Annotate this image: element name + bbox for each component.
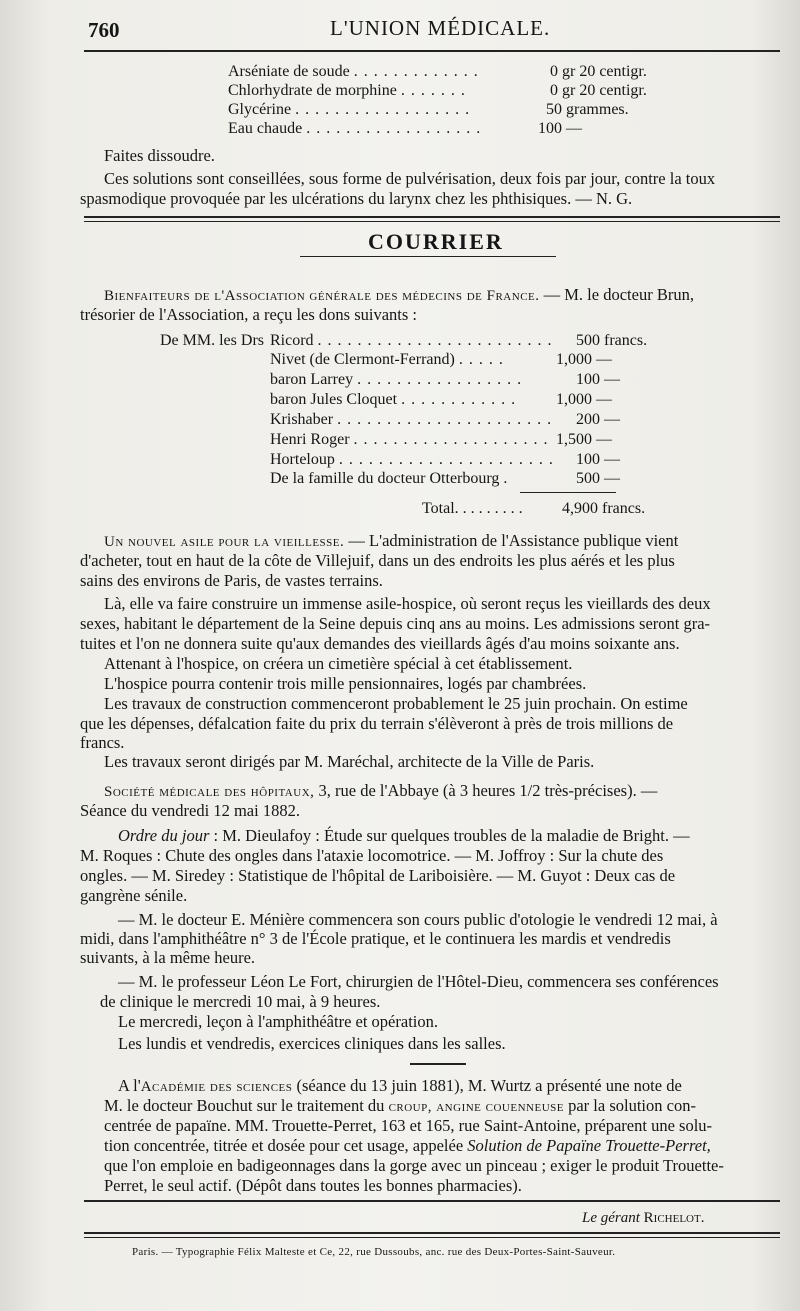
section-rule: [84, 221, 780, 222]
donor-amount: 500 francs.: [576, 332, 648, 349]
paragraph-line: que les dépenses, défalcation faite du prix du terrain s'élèveront à près de trois millions de: [80, 714, 674, 733]
paragraph-line: que l'on emploie en badigeonnages dans la gorge avec un pinceau ; exiger le produit Trouette-: [104, 1156, 724, 1175]
page-number: 760: [88, 18, 120, 42]
paragraph-line: Les travaux seront dirigés par M. Maréchal, architecte de la Ville de Paris.: [104, 752, 595, 771]
donor-amount: 1,500 —: [556, 431, 612, 448]
donor-row: De la famille du docteur Otterbourg .: [270, 470, 509, 487]
paragraph-line: Ordre du jour : M. Dieulafoy : Étude sur quelques troubles de la maladie de Bright. —: [118, 826, 690, 845]
paragraph-line: Le mercredi, leçon à l'amphithéâtre et opération.: [118, 1012, 438, 1031]
section-rule: [84, 216, 780, 218]
donor-row: Nivet (de Clermont-Ferrand) . . . . .: [270, 351, 504, 368]
paragraph-line: sains des environs de Paris, de vastes terrains.: [80, 571, 383, 590]
title-underline: [300, 256, 556, 257]
paragraph-line: — M. le professeur Léon Le Fort, chirurgien de l'Hôtel-Dieu, commencera ses conférences: [118, 972, 719, 991]
paragraph-line: sexes, habitant le département de la Seine depuis cinq ans au moins. Les admissions seront gra-: [80, 614, 711, 633]
formula-item: Arséniate de soude . . . . . . . . . . . . .: [228, 63, 479, 80]
total-rule: [520, 492, 616, 493]
formula-item: Eau chaude . . . . . . . . . . . . . . . . . .: [228, 120, 482, 137]
bottom-rule: [84, 1200, 780, 1202]
paragraph-line: Les travaux de construction commenceront probablement le 25 juin prochain. On estime: [104, 694, 688, 713]
paragraph-line: Bienfaiteurs de l'Association générale des médecins de France. — M. le docteur Brun,: [104, 285, 694, 304]
formula-item: Chlorhydrate de morphine . . . . . . .: [228, 82, 466, 99]
bottom-rule: [84, 1237, 780, 1238]
faites-dissoudre: Faites dissoudre.: [104, 146, 215, 165]
paragraph-line: tion concentrée, titrée et dosée pour cet usage, appelée Solution de Papaïne Trouette-Perret,: [104, 1136, 711, 1155]
donor-row: Horteloup . . . . . . . . . . . . . . . . . . . . . .: [270, 451, 554, 468]
donor-row: Henri Roger . . . . . . . . . . . . . . . . . . . .: [270, 431, 549, 448]
paragraph-line: Là, elle va faire construire un immense asile-hospice, où seront reçus les vieillards des deux: [104, 594, 711, 613]
donor-row: Krishaber . . . . . . . . . . . . . . . . . . . . . .: [270, 411, 553, 428]
paragraph-line: trésorier de l'Association, a reçu les dons suivants :: [80, 305, 418, 324]
paragraph-line: spasmodique provoquée par les ulcérations du larynx chez les phthisiques. — N. G.: [80, 189, 633, 208]
paragraph-line: centrée de papaïne. MM. Trouette-Perret, 163 et 165, rue Saint-Antoine, préparent une solu-: [104, 1116, 713, 1135]
donor-amount: 100 —: [576, 371, 620, 388]
paragraph-line: Attenant à l'hospice, on créera un cimetière spécial à cet établissement.: [104, 654, 573, 673]
section-title: COURRIER: [368, 229, 504, 254]
signature: Le gérant Richelot.: [582, 1210, 705, 1226]
header-rule: [84, 50, 780, 52]
formula-item: Glycérine . . . . . . . . . . . . . . . . . .: [228, 101, 471, 118]
paragraph-line: L'hospice pourra contenir trois mille pensionnaires, logés par chambrées.: [104, 674, 587, 693]
paragraph-line: d'acheter, tout en haut de la côte de Villejuif, dans un des endroits les plus aérés et les plus: [80, 551, 675, 570]
paragraph-line: M. Roques : Chute des ongles dans l'ataxie locomotrice. — M. Joffroy : Sur la chute des: [80, 846, 664, 865]
paragraph-line: ongles. — M. Siredey : Statistique de l'hôpital de Lariboisière. — M. Guyot : Deux cas de: [80, 866, 676, 885]
formula-value: 0 gr 20 centigr.: [550, 63, 647, 80]
paragraph-line: tuites et l'on ne donnera suite qu'aux demandes des vieillards âgés d'au moins soixante ans.: [80, 634, 680, 653]
donor-row: Ricord . . . . . . . . . . . . . . . . . . . . . . . .: [270, 332, 553, 349]
paragraph-line: — M. le docteur E. Ménière commencera son cours public d'otologie le vendredi 12 mai, à: [118, 910, 718, 929]
paragraph-line: Société médicale des hôpitaux, 3, rue de l'Abbaye (à 3 heures 1/2 très-précises). —: [104, 781, 658, 800]
total-value: 4,900 francs.: [562, 500, 646, 517]
paragraph-line: Un nouvel asile pour la vieillesse. — L'administration de l'Assistance publique vient: [104, 531, 679, 550]
paragraph-line: Ces solutions sont conseillées, sous forme de pulvérisation, deux fois par jour, contre la toux: [104, 169, 716, 188]
printer-footer: Paris. — Typographie Félix Malteste et Ce, 22, rue Dussoubs, anc. rue des Deux-Portes-Saint-Sauveur.: [132, 1246, 616, 1258]
total-label: Total. . . . . . . . .: [422, 500, 523, 517]
donor-row: baron Larrey . . . . . . . . . . . . . . . . .: [270, 371, 523, 388]
paragraph-line: Perret, le seul actif. (Dépôt dans toutes les bonnes pharmacies).: [104, 1176, 522, 1195]
journal-title: L'UNION MÉDICALE.: [330, 16, 551, 40]
donor-amount: 1,000 —: [556, 391, 612, 408]
formula-value: 0 gr 20 centigr.: [550, 82, 647, 99]
paragraph-line: midi, dans l'amphithéâtre n° 3 de l'École pratique, et le continuera les mardis et vendredis: [80, 929, 671, 948]
paragraph-line: Les lundis et vendredis, exercices cliniques dans les salles.: [118, 1034, 506, 1053]
formula-value: 100 —: [538, 120, 582, 137]
paragraph-line: francs.: [80, 733, 125, 752]
paragraph-line: suivants, à la même heure.: [80, 948, 256, 967]
paragraph-line: gangrène sénile.: [80, 886, 188, 905]
donor-prefix: De MM. les Drs: [160, 332, 264, 349]
bottom-rule: [84, 1232, 780, 1234]
donor-row: baron Jules Cloquet . . . . . . . . . . . .: [270, 391, 517, 408]
separator-rule: [410, 1063, 466, 1065]
paragraph-line: A l'Académie des sciences (séance du 13 juin 1881), M. Wurtz a présenté une note de: [118, 1076, 682, 1095]
donor-amount: 200 —: [576, 411, 620, 428]
donor-amount: 1,000 —: [556, 351, 612, 368]
donor-amount: 500 —: [576, 470, 620, 487]
formula-value: 50 grammes.: [546, 101, 629, 118]
paragraph-line: M. le docteur Bouchut sur le traitement du croup, angine couenneuse par la solution con-: [104, 1096, 696, 1115]
donor-amount: 100 —: [576, 451, 620, 468]
paragraph-line: Séance du vendredi 12 mai 1882.: [80, 801, 300, 820]
paragraph-line: de clinique le mercredi 10 mai, à 9 heures.: [100, 992, 381, 1011]
